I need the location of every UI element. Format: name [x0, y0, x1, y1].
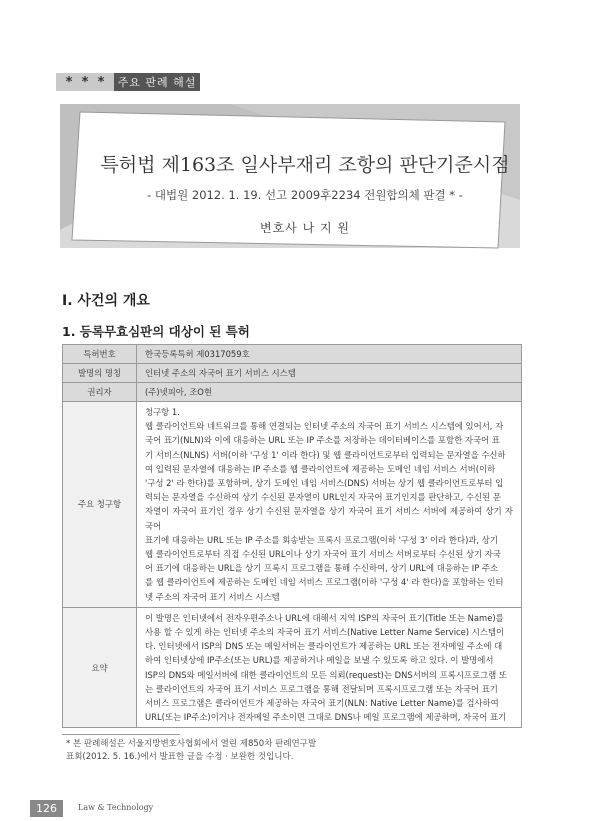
claim-line: 를 웹 클라이언트에 제공하는 도메인 네임 서비스 프로그램(이하 '구성 4' 라 한다)을 포함하는 인터 [145, 577, 504, 588]
journal-name: Law & Technology [78, 803, 154, 812]
summary-line: URL(또는 IP주소)이거나 전자메일 주소이면 그대로 DNS나 메일 프로그램에 제공하며, 자국어 표기 [145, 712, 507, 723]
star-icon: * [81, 74, 89, 90]
summary-text [137, 607, 522, 728]
table-row [63, 364, 522, 383]
claim-line: 어 표기에 대응하는 URL을 상기 프록시 프로그램을 통해 수신하여, 상기 URL에 대응하는 IP 주소 [145, 563, 499, 574]
row-value: 인터넷 주소의 자국어 표기 서비스 시스템 [137, 364, 522, 383]
page-number: 126 [30, 800, 63, 817]
row-label: 특허번호 [63, 345, 137, 364]
author-line: 변호사 나 지 원 [260, 221, 350, 235]
cover-decoration [0, 0, 600, 280]
claim-line: 넷 주소의 자국어 표기 서비스 시스템 [145, 591, 280, 602]
claim-line: 웹 클라이언트와 네트워크를 통해 연결되는 인터넷 주소의 자국어 표기 서비스 시스템에 있어서, 자 [145, 421, 504, 432]
summary-line: 이 발명은 인터넷에서 전자우편주소나 URL에 대해서 지역 ISP의 자국어 표기(Title 또는 Name)를 [145, 612, 504, 623]
summary-line: 하여 인터넷상에 IP주소(또는 URL)를 제공하거나 메일을 보낼 수 있도록 하고 있다. 이 발명에서 [145, 655, 494, 666]
section-tag-bar [56, 73, 200, 91]
summary-line: ISP의 DNS와 메일서버에 대한 클라이언트의 모든 의뢰(request)는 DNS서버의 프록시프로그램 또 [145, 669, 508, 680]
summary-line: 서비스 프로그램은 클라이언트가 제공하는 자국어 표기(NLN: Native Letter Name)를 검사하여 [145, 698, 499, 709]
footnote-line: 표회(2012. 5. 16.)에서 발표한 글을 수정 · 보완한 것입니다. [66, 752, 294, 763]
summary-label: 요약 [63, 607, 137, 728]
table-row [63, 383, 522, 402]
patent-info-table [62, 344, 522, 728]
claim-line: 기 서비스(NLNS) 서버(이하 '구성 1' 이라 한다) 및 웹 클라이언트로부터 입력되는 문자열을 수신하 [145, 449, 506, 460]
claim-line: 자열이 자국어 표기인 경우 상기 수신된 문자열을 상기 자국어 표기 서비스 서버에 제공하여 상기 자국어 [145, 506, 513, 531]
row-value: 한국등록특허 제0317059호 [137, 345, 522, 364]
table-row [63, 345, 522, 364]
summary-line: 다. 인터넷에서 ISP의 DNS 또는 메일서버는 클라이언트가 제공하는 URL 또는 전자메일 주소에 대 [145, 641, 503, 652]
row-label: 권리자 [63, 383, 137, 402]
section-heading: I. 사건의 개요 [62, 293, 150, 309]
row-label: 발명의 명칭 [63, 364, 137, 383]
claim-text [137, 402, 522, 608]
claim-line: '구성 2' 라 한다)를 포함하며, 상기 도메인 네임 서비스(DNS) 서버는 상기 웹 클라이언트로부터 입 [145, 478, 504, 489]
article-title: 특허법 제163조 일사부재리 조항의 판단기준시점 [100, 154, 510, 176]
claim-line: 국어 표기(NLN)와 이에 대응하는 URL 또는 IP 주소를 저장하는 데이터베이스를 포함한 자국어 표 [145, 435, 500, 446]
table-row [63, 402, 522, 608]
subsection-heading: 1. 등록무효심판의 대상이 된 특허 [62, 324, 250, 339]
claim-line: 웹 클라이언트로부터 직접 수신된 URL이나 상기 자국어 표기 서비스 서버로부터 수신된 상기 자국 [145, 549, 501, 560]
summary-line: 사용 할 수 있게 하는 인터넷 주소의 자국어 표기 서비스(Native Letter Name Service) 시스템이 [145, 627, 505, 638]
star-icon: * [97, 74, 105, 90]
section-tag: 주요 판례 해설 [114, 73, 200, 91]
table-row [63, 607, 522, 728]
claim-line: 여 입력된 문자열에 대응하는 IP 주소를 웹 클라이언트에 제공하는 도메인 네임 서비스 서버(이하 [145, 463, 496, 474]
footnote-line: * 본 판례해설은 서울지방변호사협회에서 열린 제850차 판례연구발 [66, 739, 317, 750]
row-value: (주)넷피아, 조O현 [137, 383, 522, 402]
claim-line: 표기에 대응하는 URL 또는 IP 주소를 회송받는 프록시 프로그램(이하 '구성 3' 이라 한다)과, 상기 [145, 534, 498, 545]
tag-stars [56, 73, 114, 91]
claim-line: 청구항 1. [145, 407, 180, 417]
article-subtitle: - 대법원 2012. 1. 19. 선고 2009후2234 전원합의체 판결 * - [147, 188, 463, 202]
claim-label: 주요 청구항 [63, 402, 137, 608]
footnote-rule [62, 734, 180, 735]
star-icon: * [65, 74, 73, 90]
claim-line: 력되는 문자열을 수신하여 상기 수신된 문자열이 URL인지 자국어 표기인지를 판단하고, 수신된 문 [145, 492, 501, 503]
summary-line: 는 클라이언트의 자국어 표기 서비스 프로그램을 통해 전달되며 프록시프로그램 또는 자국어 표기 [145, 683, 498, 694]
footnote [66, 738, 536, 764]
